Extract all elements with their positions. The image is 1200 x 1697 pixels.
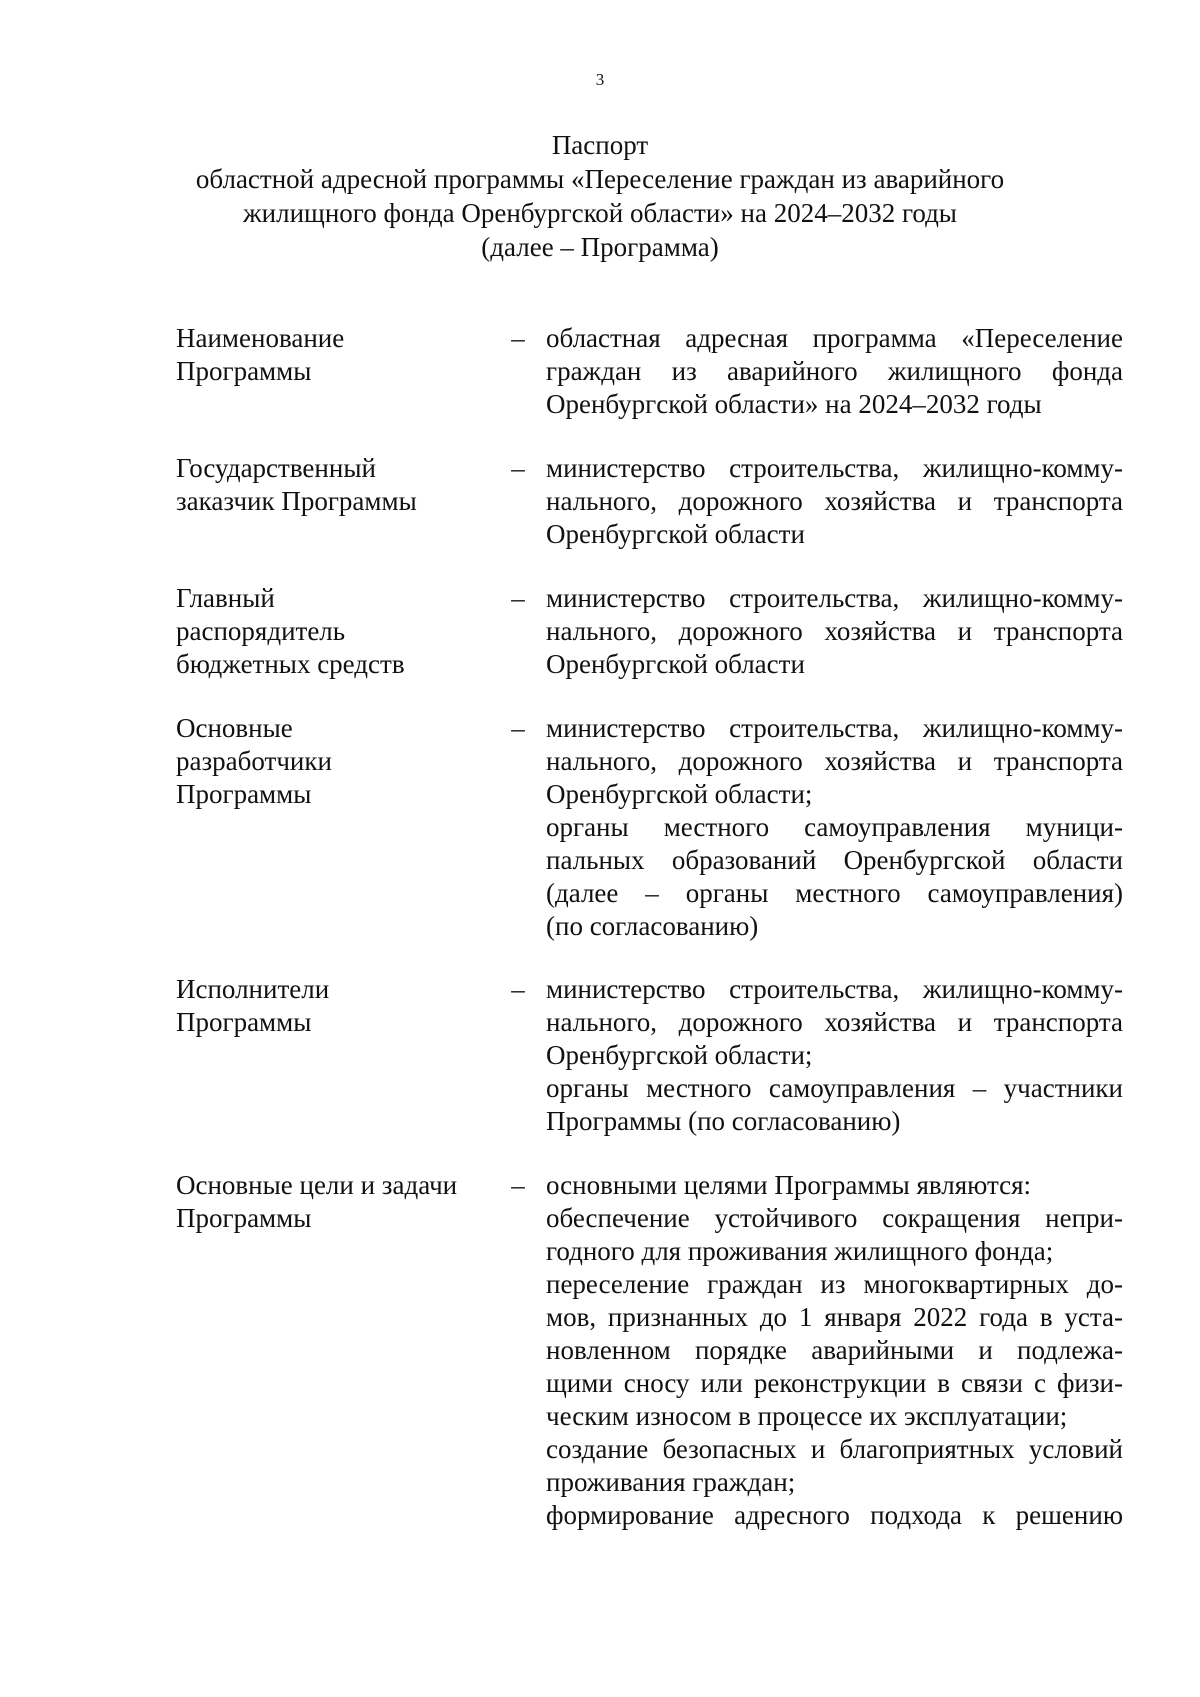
value-line: министерство строительства, жилищно-комму- bbox=[546, 974, 1123, 1004]
value-line: нального, дорожного хозяйства и транспорта bbox=[546, 1007, 1123, 1037]
label-line: Программы bbox=[176, 1007, 312, 1037]
value-line: создание безопасных и благоприятных условий bbox=[546, 1434, 1123, 1464]
value-line: Программы (по согласованию) bbox=[546, 1106, 901, 1136]
value-line: министерство строительства, жилищно-комму- bbox=[546, 453, 1123, 483]
row-value bbox=[546, 582, 1123, 681]
value-line: нального, дорожного хозяйства и транспорта bbox=[546, 616, 1123, 646]
document-title bbox=[0, 128, 1200, 264]
row-dash: – bbox=[511, 453, 525, 483]
label-line: Исполнители bbox=[176, 974, 330, 1004]
row-label bbox=[176, 712, 486, 811]
value-line: Оренбургской области bbox=[546, 519, 805, 549]
row-label bbox=[176, 582, 486, 681]
value-line: переселение граждан из многоквартирных до- bbox=[546, 1269, 1123, 1299]
value-line: (далее – органы местного самоуправления) bbox=[546, 878, 1123, 908]
title-line-4: (далее – Программа) bbox=[481, 232, 719, 262]
label-line: Программы bbox=[176, 356, 312, 386]
value-line: нального, дорожного хозяйства и транспорта bbox=[546, 486, 1123, 516]
value-line: формирование адресного подхода к решению bbox=[546, 1500, 1123, 1530]
row-value bbox=[546, 322, 1123, 421]
row-value bbox=[546, 452, 1123, 551]
label-line: Программы bbox=[176, 779, 312, 809]
value-line: Оренбургской области; bbox=[546, 779, 813, 809]
value-line: обеспечение устойчивого сокращения непри- bbox=[546, 1203, 1123, 1233]
label-line: Государственный bbox=[176, 453, 376, 483]
row-dash: – bbox=[511, 323, 525, 353]
label-line: Наименование bbox=[176, 323, 345, 353]
label-line: Основные bbox=[176, 713, 293, 743]
title-line-3: жилищного фонда Оренбургской области» на 2024–2032 годы bbox=[243, 198, 957, 228]
value-line: щими сносу или реконструкции в связи с физи- bbox=[546, 1368, 1123, 1398]
label-line: Программы bbox=[176, 1203, 312, 1233]
value-line: Оренбургской области» на 2024–2032 годы bbox=[546, 389, 1042, 419]
value-line: Оренбургской области; bbox=[546, 1040, 813, 1070]
row-dash: – bbox=[511, 974, 525, 1004]
row-dash: – bbox=[511, 1170, 525, 1200]
value-line: граждан из аварийного жилищного фонда bbox=[546, 356, 1123, 386]
row-label bbox=[176, 322, 486, 388]
label-line: распорядитель bbox=[176, 616, 346, 646]
value-line: основными целями Программы являются: bbox=[546, 1170, 1032, 1200]
title-heading: Паспорт bbox=[551, 130, 649, 160]
row-dash: – bbox=[511, 583, 525, 613]
passport-row-developers bbox=[0, 712, 1200, 973]
passport-row-executors bbox=[0, 973, 1200, 1169]
value-line: органы местного самоуправления – участники bbox=[546, 1073, 1123, 1103]
row-value bbox=[546, 1169, 1123, 1532]
row-label bbox=[176, 1169, 486, 1235]
value-line: министерство строительства, жилищно-комму- bbox=[546, 583, 1123, 613]
label-line: Главный bbox=[176, 583, 275, 613]
row-value bbox=[546, 712, 1123, 943]
label-line: разработчики bbox=[176, 746, 332, 776]
row-value bbox=[546, 973, 1123, 1138]
value-line: проживания граждан; bbox=[546, 1467, 796, 1497]
row-label bbox=[176, 452, 486, 518]
value-line: областная адресная программа «Переселение bbox=[546, 323, 1123, 353]
value-line: пальных образований Оренбургской области bbox=[546, 845, 1123, 875]
value-line: мов, признанных до 1 января 2022 года в уста- bbox=[546, 1302, 1123, 1332]
value-line: новленном порядке аварийными и подлежа- bbox=[546, 1335, 1123, 1365]
row-dash: – bbox=[511, 713, 525, 743]
passport-row-name bbox=[0, 322, 1200, 452]
passport-row-budget-manager bbox=[0, 582, 1200, 712]
value-line: Оренбургской области bbox=[546, 649, 805, 679]
passport-row-goals bbox=[0, 1169, 1200, 1549]
label-line: Основные цели и задачи bbox=[176, 1170, 458, 1200]
title-line-2: областной адресной программы «Переселение граждан из аварийного bbox=[195, 164, 1005, 194]
value-line: ческим износом в процессе их эксплуатации; bbox=[546, 1401, 1068, 1431]
label-line: заказчик Программы bbox=[176, 486, 417, 516]
passport-row-customer bbox=[0, 452, 1200, 582]
value-line: годного для проживания жилищного фонда; bbox=[546, 1236, 1054, 1266]
value-line: министерство строительства, жилищно-комму- bbox=[546, 713, 1123, 743]
page-number: 3 bbox=[595, 70, 605, 89]
row-label bbox=[176, 973, 486, 1039]
value-line: нального, дорожного хозяйства и транспорта bbox=[546, 746, 1123, 776]
label-line: бюджетных средств bbox=[176, 649, 405, 679]
value-line: (по согласованию) bbox=[546, 911, 759, 941]
value-line: органы местного самоуправления муници- bbox=[546, 812, 1123, 842]
passport-table bbox=[0, 322, 1200, 1549]
